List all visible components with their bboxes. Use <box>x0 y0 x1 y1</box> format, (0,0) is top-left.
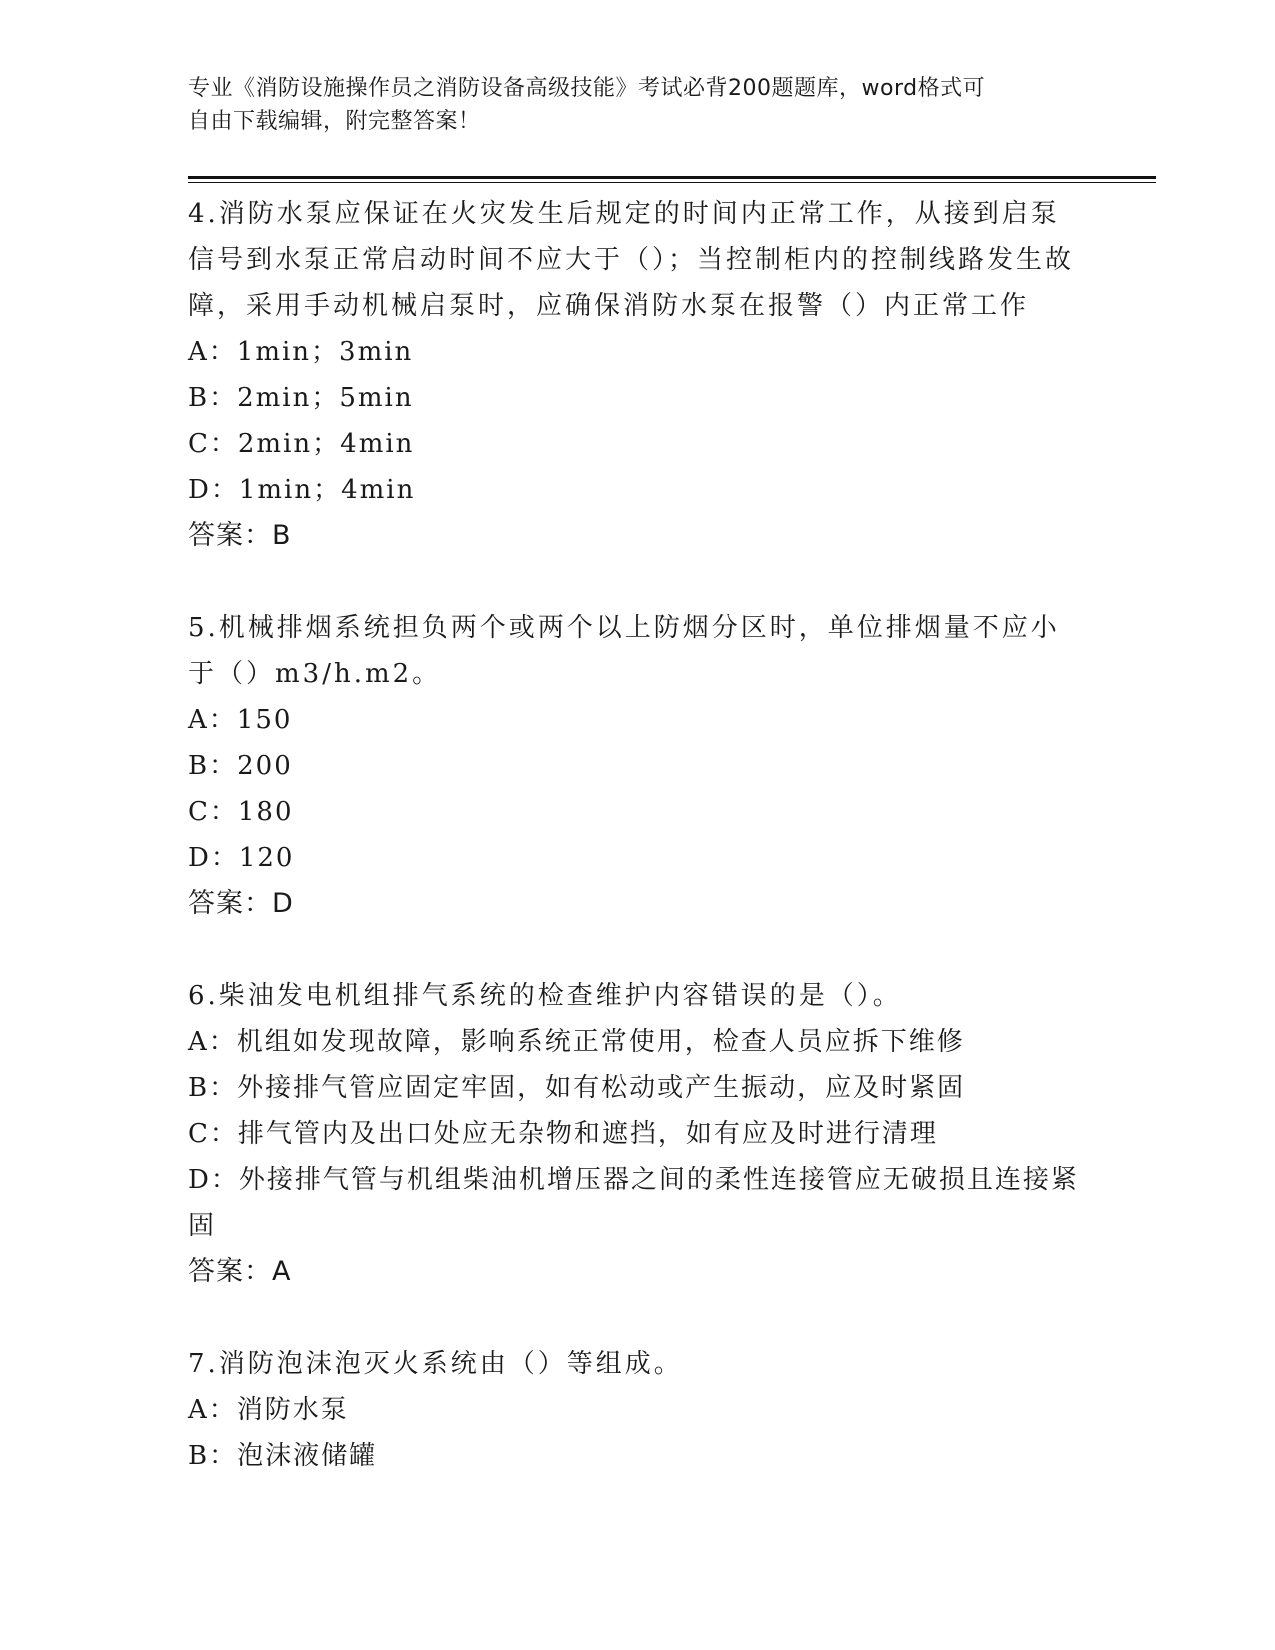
question-stem: 4.消防水泵应保证在火灾发生后规定的时间内正常工作，从接到启泵信号到水泵正常启动时间不应大于（）；当控制柜内的控制线路发生故障，采用手动机械启泵时，应确保消防水泵在报警（）内正常工作 <box>188 199 1075 321</box>
header-line-2: 自由下载编辑，附完整答案！ <box>188 109 481 134</box>
header-divider-thick <box>188 176 1156 179</box>
document-header <box>188 72 1078 138</box>
answer: 答案：D <box>188 888 294 919</box>
question-7 <box>188 1341 1088 1479</box>
header-line-1: 专业《消防设施操作员之消防设备高级技能》考试必背200题题库，word格式可 <box>188 76 986 101</box>
option-b: B：200 <box>188 751 293 781</box>
option-d: D：外接排气管与机组柴油机增压器之间的柔性连接管应无破损且连接紧固 <box>188 1165 1079 1241</box>
question-6 <box>188 973 1088 1295</box>
question-stem: 7.消防泡沫泡灭火系统由（）等组成。 <box>188 1349 683 1379</box>
option-a: A：消防水泵 <box>188 1395 349 1425</box>
option-b: B：2min；5min <box>188 383 414 413</box>
question-5 <box>188 605 1088 927</box>
option-c: C：排气管内及出口处应无杂物和遮挡，如有应及时进行清理 <box>188 1119 938 1149</box>
question-list <box>188 191 1088 1525</box>
option-a: A：150 <box>188 705 293 735</box>
option-d: D：120 <box>188 843 295 873</box>
option-b: B：外接排气管应固定牢固，如有松动或产生振动，应及时紧固 <box>188 1073 966 1103</box>
option-d: D：1min；4min <box>188 475 416 505</box>
option-b: B：泡沫液储罐 <box>188 1441 378 1471</box>
option-a: A：1min；3min <box>188 337 414 367</box>
option-a: A：机组如发现故障，影响系统正常使用，检查人员应拆下维修 <box>188 1027 965 1057</box>
header-divider-thin <box>188 182 1156 183</box>
question-4 <box>188 191 1088 559</box>
question-stem: 5.机械排烟系统担负两个或两个以上防烟分区时，单位排烟量不应小于（）m3/h.m2。 <box>188 613 1060 689</box>
option-c: C：180 <box>188 797 294 827</box>
answer: 答案：A <box>188 1256 292 1287</box>
question-stem: 6.柴油发电机组排气系统的检查维护内容错误的是（）。 <box>188 981 902 1011</box>
answer: 答案：B <box>188 520 292 551</box>
option-c: C：2min；4min <box>188 429 415 459</box>
